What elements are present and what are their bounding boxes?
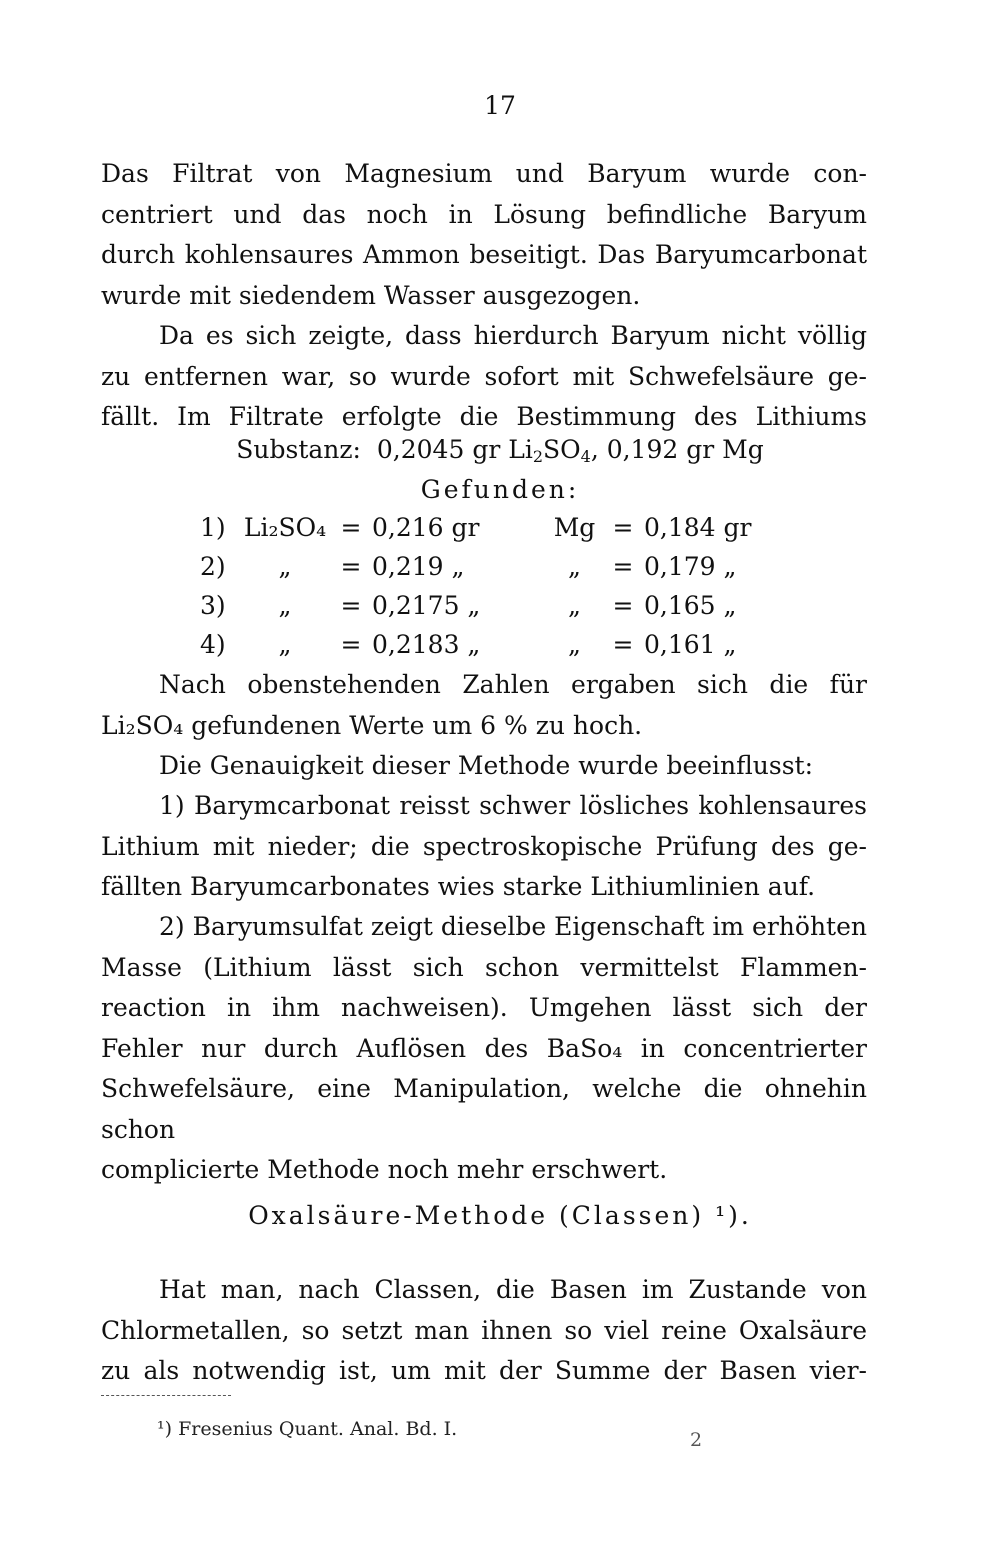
result-substance: „ bbox=[278, 630, 292, 659]
text-line: fällten Baryumcarbonates wies starke Lithiumlinien auf. bbox=[101, 872, 816, 901]
text-line: Li₂SO₄ gefundenen Werte um 6 % zu hoch. bbox=[101, 710, 643, 740]
table-row bbox=[200, 547, 754, 586]
result-mg-label: „ bbox=[568, 630, 581, 659]
text-line: Die Genauigkeit dieser Methode wurde beeinflusst: bbox=[159, 751, 814, 780]
result-mg-label: „ bbox=[568, 591, 581, 620]
paragraph-point-2 bbox=[101, 907, 867, 1191]
result-number: 2) bbox=[200, 552, 226, 581]
text-line: complicierte Methode noch mehr erschwert. bbox=[101, 1155, 668, 1184]
result-value: 0,2175 „ bbox=[372, 591, 481, 620]
text-line: Chlormetallen, so setzt man ihnen so viel reine Oxalsäure bbox=[101, 1315, 867, 1345]
text-line: Fehler nur durch Auflösen des BaSo₄ in concentrierter bbox=[101, 1033, 867, 1063]
text-line: fällt. Im Filtrate erfolgte die Bestimmung des Lithiums bbox=[101, 402, 867, 431]
result-mg-value: 0,184 gr bbox=[644, 513, 752, 542]
result-mg-value: 0,179 „ bbox=[644, 552, 737, 581]
text-line: Schwefelsäure, eine Manipulation, welche die ohnehin schon bbox=[101, 1074, 867, 1144]
equals-sign: = bbox=[612, 630, 634, 659]
paragraph-zahlen bbox=[101, 665, 867, 746]
table-row bbox=[200, 586, 754, 625]
substanz-value: 0,2045 gr $Li_2SO_4$, 0,192 gr Mg bbox=[376, 435, 764, 466]
text-line: 1) Barymcarbonat reisst schwer lösliches kohlensaures bbox=[159, 791, 867, 820]
result-value: 0,219 „ bbox=[372, 552, 465, 581]
equals-sign: = bbox=[612, 552, 634, 581]
equals-sign: = bbox=[340, 630, 362, 659]
footnote-rule bbox=[101, 1395, 231, 1396]
result-substance: „ bbox=[278, 552, 292, 581]
footnote: ¹) Fresenius Quant. Anal. Bd. I. bbox=[157, 1418, 458, 1440]
results-table bbox=[200, 508, 754, 664]
substanz-label: Substanz: bbox=[236, 435, 361, 464]
result-value: 0,2183 „ bbox=[372, 630, 481, 659]
text-line: reaction in ihm nachweisen). Umgehen lässt sich der bbox=[101, 993, 867, 1022]
result-mg-label: „ bbox=[568, 552, 581, 581]
text-line: zu entfernen war, so wurde sofort mit Schwefelsäure ge- bbox=[101, 361, 867, 391]
section-heading: Oxalsäure-Methode (Classen) ¹). bbox=[248, 1201, 752, 1230]
result-mg-value: 0,161 „ bbox=[644, 630, 737, 659]
equals-sign: = bbox=[612, 591, 634, 620]
text-line: Masse (Lithium lässt sich schon vermittelst Flammen- bbox=[101, 952, 867, 982]
table-row bbox=[200, 625, 754, 664]
gefunden-heading: Gefunden: bbox=[420, 475, 580, 504]
result-number: 1) bbox=[200, 513, 226, 542]
text-line: Da es sich zeigte, dass hierdurch Baryum nicht völlig bbox=[159, 321, 867, 350]
equals-sign: = bbox=[612, 513, 634, 542]
text-line: centriert und das noch in Lösung befindliche Baryum bbox=[101, 199, 867, 229]
page-number: 17 bbox=[484, 91, 516, 120]
equals-sign: = bbox=[340, 552, 362, 581]
paragraph-point-1 bbox=[101, 786, 867, 908]
table-row bbox=[200, 508, 754, 547]
text-line: Nach obenstehenden Zahlen ergaben sich die für bbox=[159, 670, 867, 699]
text-line: Hat man, nach Classen, die Basen im Zustande von bbox=[159, 1275, 867, 1304]
text-line: 2) Baryumsulfat zeigt dieselbe Eigenschaft im erhöhten bbox=[159, 912, 867, 941]
text-line: durch kohlensaures Ammon beseitigt. Das Baryumcarbonat bbox=[101, 240, 867, 269]
result-mg-value: 0,165 „ bbox=[644, 591, 737, 620]
equals-sign: = bbox=[340, 513, 362, 542]
result-mg-label: Mg bbox=[553, 513, 596, 542]
result-number: 3) bbox=[200, 591, 226, 620]
result-value: 0,216 gr bbox=[372, 513, 480, 542]
paragraph-genauigkeit bbox=[101, 746, 867, 787]
paragraph-schwefelsaeure bbox=[101, 316, 867, 438]
text-line: zu als notwendig ist, um mit der Summe der Basen vier- bbox=[101, 1356, 867, 1385]
text-line: Das Filtrat von Magnesium und Baryum wurde con- bbox=[101, 159, 867, 188]
result-substance: „ bbox=[278, 591, 292, 620]
paragraph-filtrat bbox=[101, 154, 867, 316]
signature-mark: 2 bbox=[690, 1429, 703, 1451]
paragraph-classen bbox=[101, 1270, 867, 1392]
text-line: Lithium mit nieder; die spectroskopische Prüfung des ge- bbox=[101, 831, 867, 861]
equals-sign: = bbox=[340, 591, 362, 620]
result-substance: Li₂SO₄ bbox=[243, 513, 327, 542]
result-number: 4) bbox=[200, 630, 226, 659]
text-line: wurde mit siedendem Wasser ausgezogen. bbox=[101, 280, 641, 310]
